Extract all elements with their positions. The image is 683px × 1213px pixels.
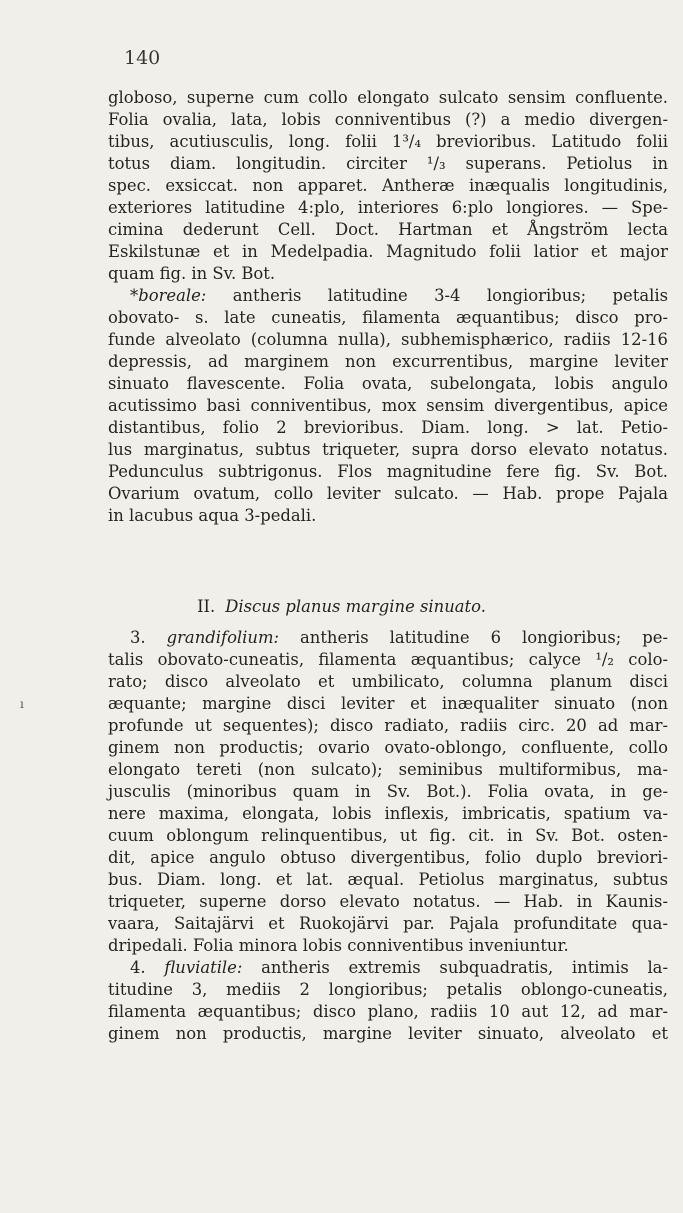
entry-marker: * [130,286,139,305]
text-line: nere maxima, elongata, lobis inflexis, imbricatis, spatium va- [108,804,668,823]
text-line: jusculis (minoribus quam in Sv. Bot.). Folia ovata, in ge- [108,782,668,801]
entry-number: 4. [130,958,146,977]
text-line: Folia ovalia, lata, lobis conniventibus (?) a medio divergen- [108,110,668,129]
text-line: bus. Diam. long. et lat. æqual. Petiolus marginatus, subtus [108,870,668,889]
text-line: totus diam. longitudin. circiter ¹/₃ superans. Petiolus in [108,154,668,173]
section-heading [0,596,683,618]
text-line: cimina dederunt Cell. Doct. Hartman et Ångström lecta [108,220,668,239]
text-run: antheris latitudine 6 longioribus; pe- [279,628,668,647]
taxon-name: fluviatile: [164,958,243,977]
text-line: exteriores latitudine 4:plo, interiores 6:plo longiores. — Spe- [108,198,668,217]
text-line: funde alveolato (columna nulla), subhemisphærico, radiis 12-16 [108,330,668,349]
text-line: distantibus, folio 2 brevioribus. Diam. long. > lat. Petio- [108,418,668,437]
page-number: 140 [124,47,161,69]
text-line: globoso, superne cum collo elongato sulcato sensim confluente. [108,88,668,107]
text-line: dripedali. Folia minora lobis conniventibus inveniuntur. [108,936,569,955]
text-run: antheris extremis subquadratis, intimis la- [242,958,668,977]
section-numeral: II. [197,597,216,616]
section-title: Discus planus margine sinuato. [225,597,486,616]
text-line: elongato tereti (non sulcato); seminibus multiformibus, ma- [108,760,668,779]
entry-grandifolium-first-line [130,627,668,649]
text-line: Ovarium ovatum, collo leviter sulcato. — Hab. prope Pajala [108,484,668,503]
text-line: acutissimo basi conniventibus, mox sensim divergentibus, apice [108,396,668,415]
text-run: antheris latitudine 3-4 longioribus; petalis [206,286,668,305]
text-line: talis obovato-cuneatis, filamenta æquantibus; calyce ¹/₂ colo- [108,650,668,669]
text-line: ginem non productis, margine leviter sinuato, alveolato et [108,1024,668,1043]
text-line: Pedunculus subtrigonus. Flos magnitudine fere fig. Sv. Bot. [108,462,668,481]
text-line: æquante; margine disci leviter et inæqualiter sinuato (non [108,694,668,713]
text-line: depressis, ad marginem non excurrentibus, margine leviter [108,352,668,371]
text-line: cuum oblongum relinquentibus, ut fig. cit. in Sv. Bot. osten- [108,826,668,845]
text-line: triqueter, superne dorso elevato notatus. — Hab. in Kaunis- [108,892,668,911]
text-line: quam fig. in Sv. Bot. [108,264,276,283]
text-line: obovato- s. late cuneatis, filamenta æquantibus; disco pro- [108,308,668,327]
entry-fluviatile-first-line [130,957,668,979]
text-line: spec. exsiccat. non apparet. Antheræ inæqualis longitudinis, [108,176,668,195]
text-line: filamenta æquantibus; disco plano, radiis 10 aut 12, ad mar- [108,1002,668,1021]
entry-number: 3. [130,628,146,647]
taxon-name: boreale: [138,286,207,305]
text-line: titudine 3, mediis 2 longioribus; petalis oblongo-cuneatis, [108,980,668,999]
taxon-name: grandifolium: [166,628,280,647]
margin-mark: ı [20,697,24,711]
text-line: rato; disco alveolato et umbilicato, columna planum disci [108,672,668,691]
text-line: vaara, Saitajärvi et Ruokojärvi par. Pajala profunditate qua- [108,914,668,933]
text-line: dit, apice angulo obtuso divergentibus, folio duplo breviori- [108,848,668,867]
text-line: Eskilstunæ et in Medelpadia. Magnitudo folii latior et major [108,242,668,261]
text-line: lus marginatus, subtus triqueter, supra dorso elevato notatus. [108,440,668,459]
text-line: sinuato flavescente. Folia ovata, subelongata, lobis angulo [108,374,668,393]
text-line: tibus, acutiusculis, long. folii 1³/₄ brevioribus. Latitudo folii [108,132,668,151]
text-line: in lacubus aqua 3-pedali. [108,506,317,525]
text-line: ginem non productis; ovario ovato-oblongo, confluente, collo [108,738,668,757]
entry-boreale-first-line [130,285,668,307]
text-line: profunde ut sequentes); disco radiato, radiis circ. 20 ad mar- [108,716,668,735]
